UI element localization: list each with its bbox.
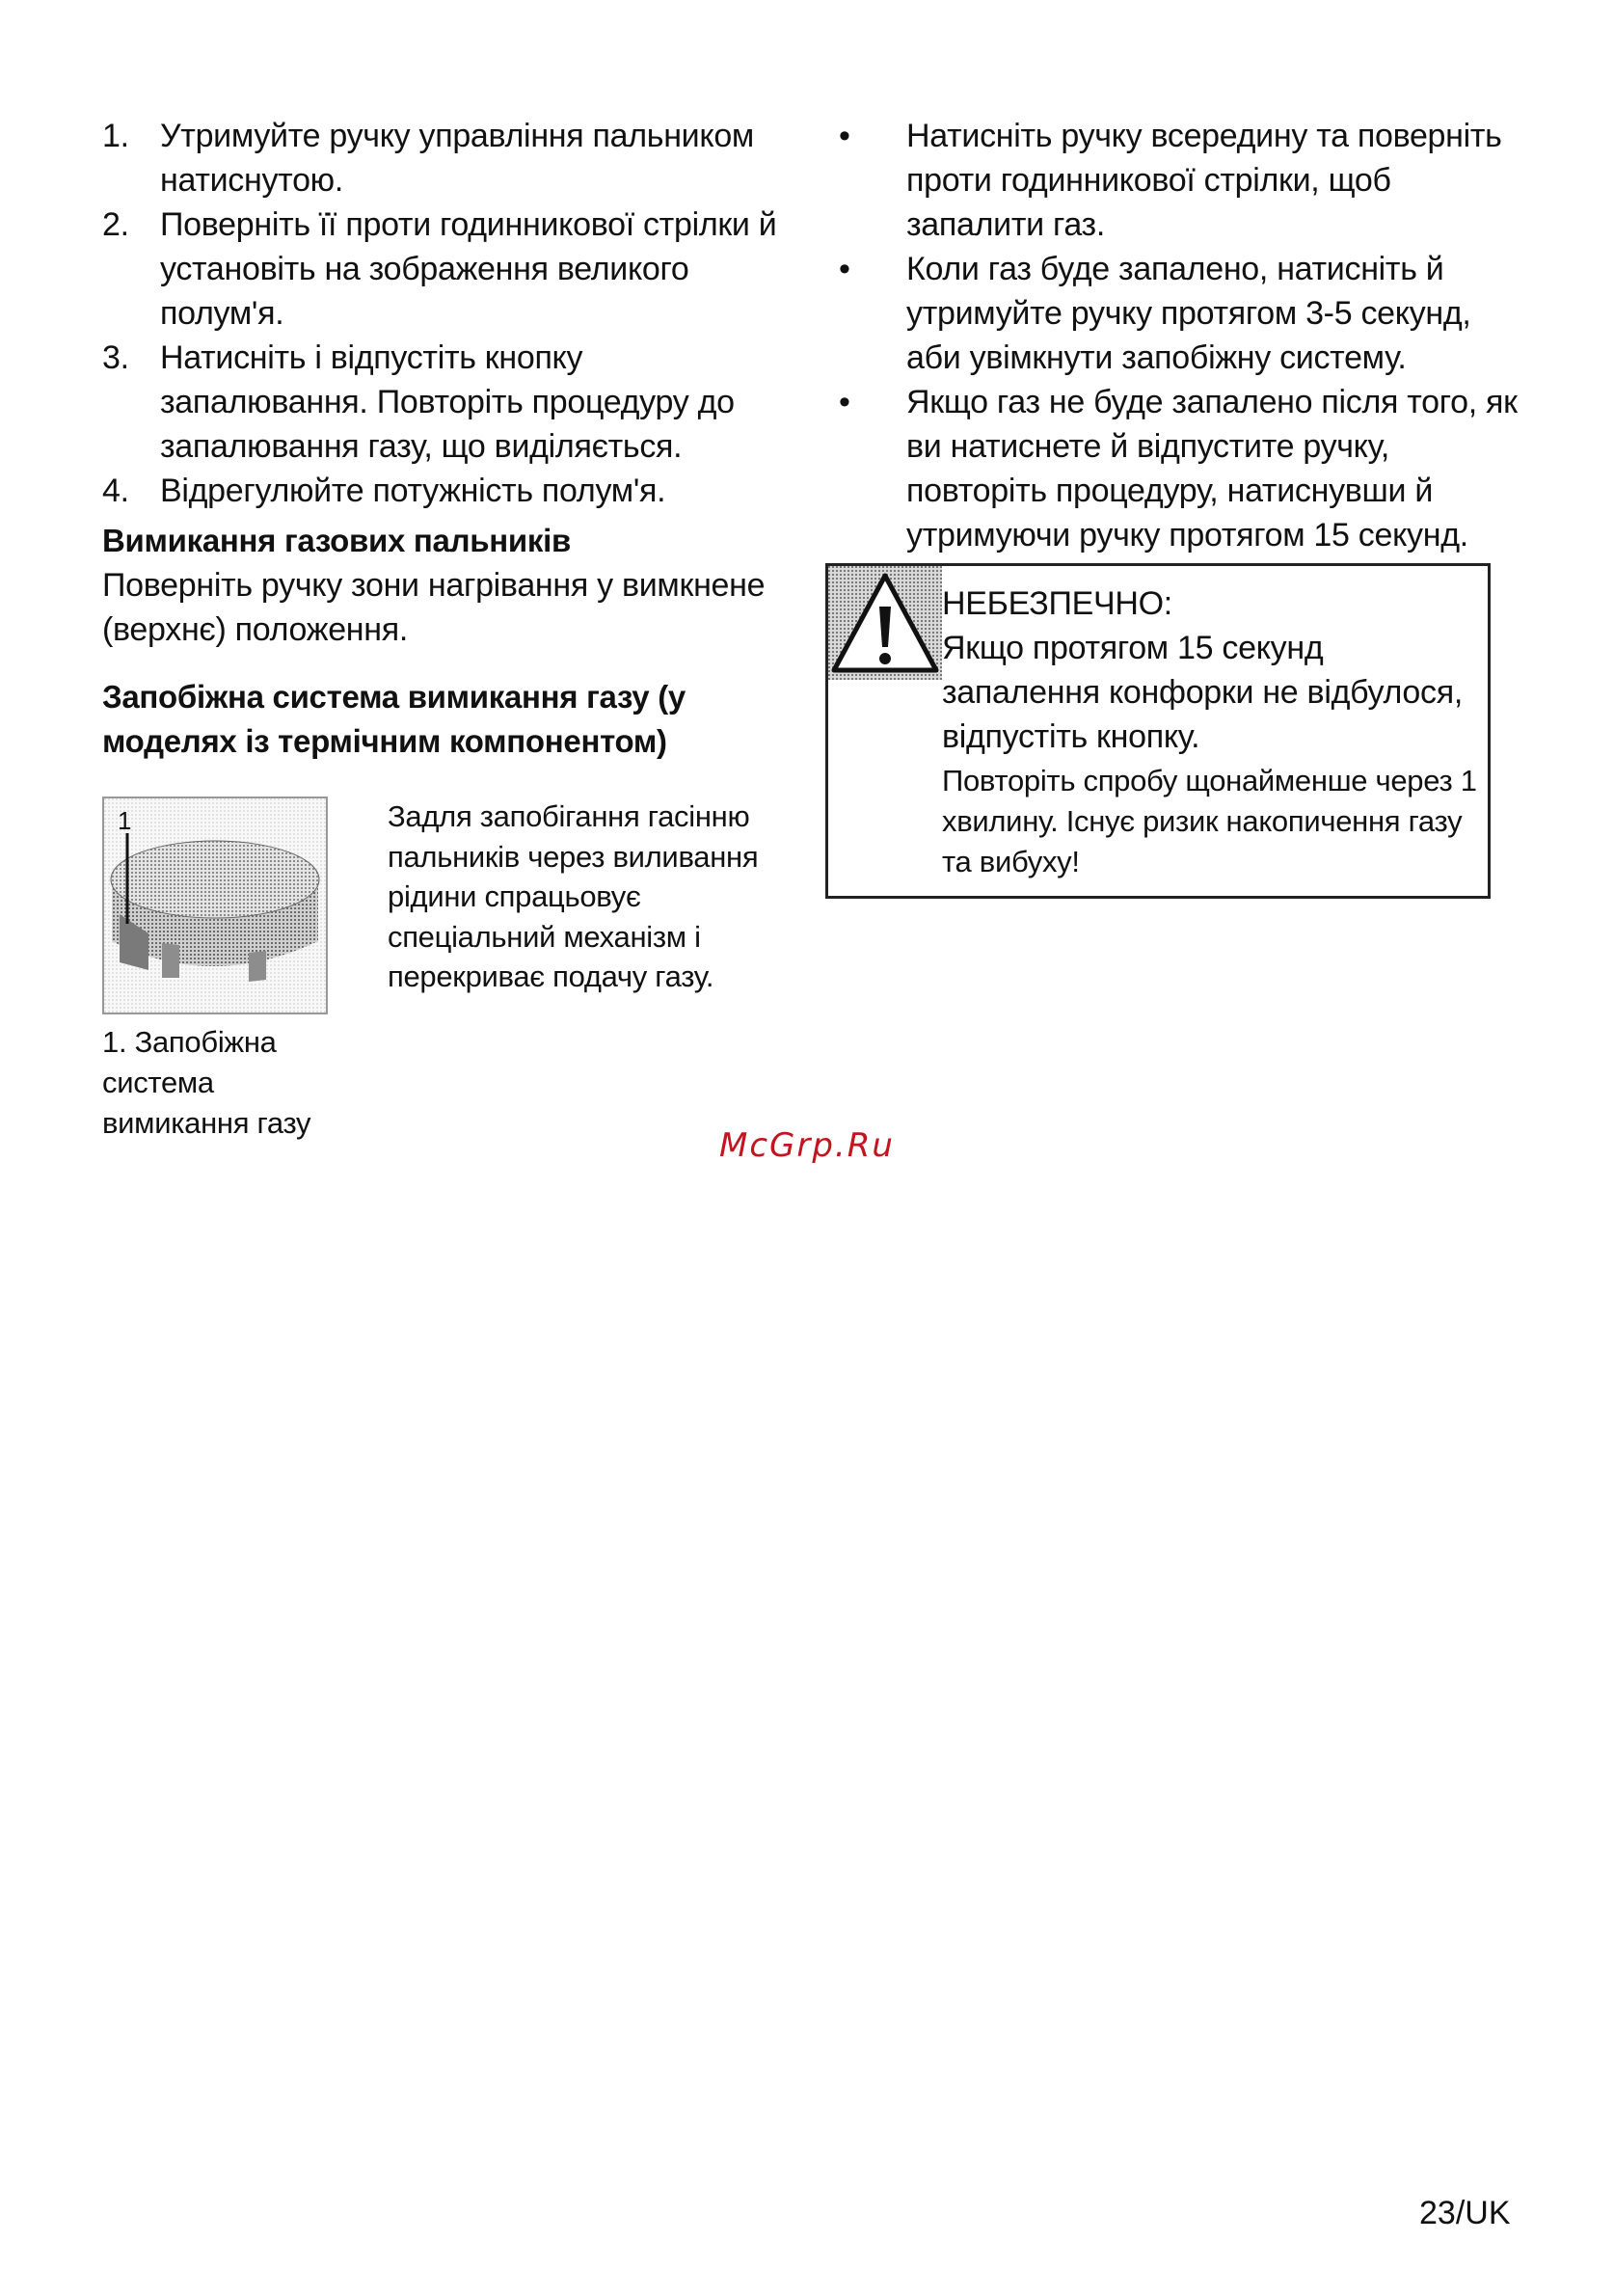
bullet-text: Якщо газ не буде запалено після того, як ви натиснете й відпустите ручку, повторіть процедуру, натиснувши й утримуючи ручку протягом 15 секунд.: [906, 384, 1518, 554]
safety-description: Задля запобігання гасінню пальників через виливання рідини спрацьовує спеціальний механізм і перекриває подачу газу.: [388, 799, 759, 993]
warning-title: НЕБЕЗПЕЧНО:: [942, 585, 1172, 622]
figure-caption: 1. Запобіжна система вимикання газу: [102, 1025, 311, 1140]
switch-off-text: Поверніть ручку зони нагрівання у вимкнене (верхнє) положення.: [102, 567, 766, 648]
ignition-steps: [102, 114, 777, 513]
safety-figure-block: [102, 797, 777, 1202]
burner-figure: [102, 797, 328, 1014]
step-text: Утримуйте ручку управління пальником натиснутою.: [160, 118, 755, 199]
danger-warning-box: [825, 563, 1491, 899]
step-item: [102, 203, 777, 336]
step-text: Натисніть і відпустіть кнопку запалювання. Повторіть процедуру до запалювання газу, що виділяється.: [160, 339, 735, 465]
figure-label: 1: [118, 806, 132, 835]
bullet-item: [831, 380, 1525, 557]
bullet-text: Натисніть ручку всередину та поверніть проти годинникової стрілки, щоб запалити газ.: [906, 118, 1502, 243]
step-item: [102, 114, 777, 203]
warning-triangle-icon: [828, 566, 942, 680]
step-number: 1.: [102, 118, 129, 154]
page-number: 23/UK: [1419, 2195, 1511, 2231]
bullet-item: [831, 114, 1525, 247]
bullet-mark: •: [839, 384, 850, 420]
ignition-bullets: [831, 114, 1525, 557]
warning-main-text: Якщо протягом 15 секунд запалення конфорки не відбулося, відпустіть кнопку.: [942, 630, 1463, 755]
step-number: 4.: [102, 473, 129, 509]
step-text: Відрегулюйте потужність полум'я.: [160, 473, 666, 509]
bullet-mark: •: [839, 118, 850, 154]
step-item: [102, 336, 777, 469]
warning-content: [942, 566, 1488, 896]
bullet-mark: •: [839, 251, 850, 287]
step-number: 2.: [102, 206, 129, 243]
warning-extra-text: Повторіть спробу щонайменше через 1 хвилину. Існує ризик накопичення газу та вибуху!: [942, 764, 1477, 878]
step-number: 3.: [102, 339, 129, 376]
step-item: [102, 469, 777, 513]
step-text: Поверніть її проти годинникової стрілки й установіть на зображення великого полум'я.: [160, 206, 777, 332]
switch-off-heading: Вимикання газових пальників: [102, 523, 571, 558]
watermark: McGrp.Ru: [719, 1126, 895, 1165]
bullet-item: [831, 247, 1525, 380]
bullet-text: Коли газ буде запалено, натисніть й утримуйте ручку протягом 3-5 секунд, аби увімкнути запобіжну систему.: [906, 251, 1471, 376]
left-column: [102, 114, 777, 1202]
right-column: [831, 114, 1525, 899]
safety-heading: Запобіжна система вимикання газу (у моделях із термічним компонентом): [102, 679, 686, 759]
burner-illustration: [104, 798, 326, 1013]
